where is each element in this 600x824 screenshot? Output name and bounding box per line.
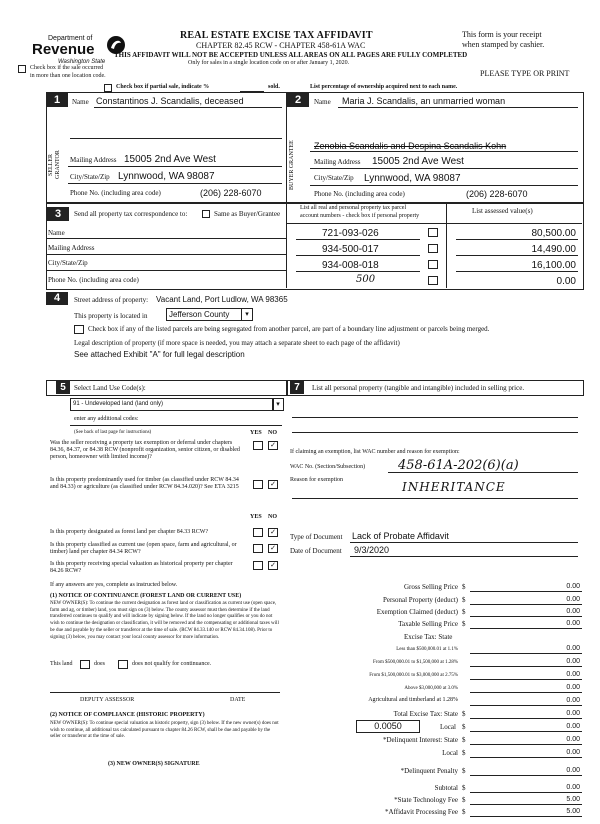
tax-local[interactable]: 0.00 — [566, 723, 580, 730]
partial-sold: sold. — [268, 84, 280, 90]
tax-value-line — [470, 653, 582, 654]
s5-date: DATE — [230, 697, 246, 703]
section-4-number: 4 — [46, 292, 68, 305]
section-2-number: 2 — [287, 93, 309, 107]
tax-delinq-local-label: Local — [442, 749, 458, 757]
partial-sale-label: Check box if partial sale, indicate % — [116, 84, 210, 90]
checkmark-icon: ✓ — [270, 480, 276, 488]
partial-sale-checkbox[interactable] — [104, 84, 112, 92]
s5-additional-label: enter any additional codes: — [74, 416, 139, 422]
tax-tier3-label: From $1,500,000.01 to $3,000,000 at 2.75% — [369, 673, 458, 678]
s1-mailing[interactable]: 15005 2nd Ave West — [124, 154, 216, 165]
s5-notice2-title: (2) NOTICE OF COMPLIANCE (HISTORIC PROPERTY) — [50, 712, 205, 718]
s3-mailing-label: Mailing Address — [48, 244, 95, 252]
tax-value-line — [470, 757, 582, 758]
s3-parcel-header-2: account numbers - check box if personal property — [300, 213, 420, 219]
s7-personal-line — [292, 432, 578, 433]
tax-taxable-label: Taxable Selling Price — [398, 620, 458, 628]
form-title: REAL ESTATE EXCISE TAX AFFIDAVIT — [180, 30, 373, 41]
parcel-personal-checkbox[interactable] — [428, 228, 438, 237]
checkmark-icon: ✓ — [270, 544, 276, 552]
tax-delinq-pen[interactable]: 0.00 — [566, 767, 580, 774]
tax-exemption-label: Exemption Claimed (deduct) — [376, 608, 458, 616]
s3-header-line — [286, 223, 582, 224]
tax-agri[interactable]: 0.00 — [566, 697, 580, 704]
s7-doc-date[interactable]: 9/3/2020 — [354, 545, 390, 555]
section-1-2-divider — [286, 92, 287, 202]
s5-this-land: This land — [50, 661, 73, 667]
s1-name-label: Name — [72, 98, 89, 106]
s1-city-label: City/State/Zip — [70, 173, 110, 181]
parcel-assessed-value[interactable]: 14,490.00 — [531, 244, 576, 255]
dollar-sign: $ — [462, 796, 466, 804]
agency-dept: Department of — [48, 35, 93, 42]
s5-yes-header: YES — [250, 430, 262, 436]
tax-gross-label: Gross Selling Price — [403, 583, 458, 591]
buyer-grantee-side: BUYER GRANTEE — [289, 140, 295, 190]
s3-same-label: Same as Buyer/Grantee — [214, 210, 281, 218]
s5-q1-yes[interactable] — [253, 441, 263, 450]
s5-land-use-select[interactable] — [70, 398, 274, 411]
tax-delinq-local[interactable]: 0.00 — [566, 749, 580, 756]
seller-grantor-side: SELLER GRANTOR — [48, 150, 61, 180]
tax-personal-label: Personal Property (deduct) — [382, 596, 458, 604]
s5-notice1-title: (1) NOTICE OF CONTINUANCE (FOREST LAND OR CURRENT USE) — [50, 593, 242, 599]
s1-mailing-label: Mailing Address — [70, 156, 117, 164]
dollar-sign: $ — [462, 583, 466, 591]
s4-legal[interactable]: See attached Exhibit "A" for full legal description — [74, 350, 245, 359]
s1-name[interactable]: Constantinos J. Scandalis, deceased — [96, 96, 244, 106]
s2-name[interactable]: Maria J. Scandalis, an unmarried woman — [342, 96, 506, 106]
s5-does: does — [94, 661, 105, 667]
s2-name-line2 — [310, 151, 578, 152]
tax-proc[interactable]: 5.00 — [566, 808, 580, 815]
pct-list-label: List percentage of ownership acquired next to each name. — [310, 84, 458, 90]
s2-phone-label: Phone No. (including area code) — [314, 190, 405, 198]
s2-phone[interactable]: (206) 228-6070 — [466, 189, 528, 199]
s5-q4-yes[interactable] — [253, 544, 263, 553]
s5-deputy: DEPUTY ASSESSOR — [80, 697, 135, 703]
tax-tier2[interactable]: 0.00 — [566, 658, 580, 665]
s7-reason-label: Reason for exemption — [290, 477, 343, 483]
tax-tier1-label: Less than $500,000.01 at 1.1% — [396, 647, 458, 652]
multi-location-line1: Check box if the sale occurred — [30, 65, 104, 71]
parcel-number[interactable]: 500 — [356, 274, 376, 285]
tax-delinq-int[interactable]: 0.00 — [566, 736, 580, 743]
dollar-sign: $ — [462, 620, 466, 628]
agency-name: Revenue — [32, 41, 95, 58]
s7-doc-type[interactable]: Lack of Probate Affidavit — [352, 531, 449, 541]
s4-street[interactable]: Vacant Land, Port Ludlow, WA 98365 — [156, 295, 288, 304]
dollar-sign: $ — [462, 808, 466, 816]
assessed-line — [456, 271, 578, 272]
tax-subtotal[interactable]: 0.00 — [566, 784, 580, 791]
s5-land-use-value: 91 - Undeveloped land (land only) — [73, 401, 164, 407]
s5-notice2-body: NEW OWNER(S): To continue special valuation as historic property, sign (3) below. If the new owner(s) does not wish to continue, all additional tax calculated pursuant to chapter 84.26 RCW, shall be due and payable by the seller or transferor at the time of sale. — [50, 721, 279, 740]
s7-reason[interactable]: INHERITANCE — [402, 480, 506, 494]
section-3-divider-a — [286, 202, 287, 288]
parcel-line — [296, 255, 420, 256]
assessed-line — [456, 255, 578, 256]
chevron-down-icon: ▾ — [245, 310, 249, 318]
s3-assessed-header: List assessed value(s) — [472, 207, 533, 215]
s2-city-line — [310, 185, 578, 186]
s7-doc-date-label: Date of Document — [290, 547, 342, 555]
s5-does-checkbox[interactable] — [80, 660, 90, 669]
s1-mailing-line — [68, 166, 282, 167]
tax-tech[interactable]: 5.00 — [566, 796, 580, 803]
tax-tier4-label: Above $3,000,000 at 3.0% — [404, 686, 458, 691]
s5-q4-no[interactable] — [268, 544, 278, 553]
s7-wac-line — [388, 472, 578, 473]
tax-agri-label: Agricultural and timberland at 1.28% — [368, 697, 458, 703]
s2-mailing[interactable]: 15005 2nd Ave West — [372, 156, 464, 167]
s5-no-header: NO — [268, 430, 277, 436]
parcel-personal-checkbox[interactable] — [428, 276, 438, 285]
please-type: PLEASE TYPE OR PRINT — [480, 69, 570, 78]
tax-value-line — [470, 628, 582, 629]
s4-located-label: This property is located in — [74, 312, 148, 320]
s5-does-not: does not qualify for continuance. — [132, 661, 212, 667]
receipt-line-2: when stamped by cashier. — [462, 40, 545, 49]
tax-tech-label: *State Technology Fee — [394, 796, 458, 804]
s1-city[interactable]: Lynnwood, WA 98087 — [118, 171, 215, 182]
s1-city-line — [68, 183, 282, 184]
assessed-line — [456, 239, 578, 240]
dollar-sign: $ — [462, 596, 466, 604]
tax-tier2-label: From $500,000.01 to $1,500,000 at 1.28% — [373, 660, 458, 665]
tax-local-label: Local — [440, 723, 456, 731]
parcel-assessed-value[interactable]: 80,500.00 — [531, 228, 576, 239]
section-7-number: 7 — [290, 381, 304, 394]
s2-name-line — [338, 107, 578, 108]
s3-name-label: Name — [48, 229, 65, 237]
s1-phone[interactable]: (206) 228-6070 — [200, 188, 262, 198]
tax-value-line — [470, 604, 582, 605]
s7-doc-type-line — [350, 542, 578, 543]
s5-additional-line — [70, 425, 282, 426]
s2-city[interactable]: Lynnwood, WA 98087 — [364, 173, 461, 184]
s5-yes-header-2: YES — [250, 514, 262, 520]
s1-phone-label: Phone No. (including area code) — [70, 189, 161, 197]
s5-does-not-checkbox[interactable] — [118, 660, 128, 669]
s7-personal-label: List all personal property (tangible and intangible) included in selling price. — [312, 384, 525, 392]
section-5-number: 5 — [56, 381, 70, 394]
tax-value-line — [470, 731, 582, 732]
dollar-sign: $ — [462, 767, 466, 775]
tax-proc-label: *Affidavit Processing Fee — [385, 808, 458, 816]
s7-reason-line — [292, 498, 578, 499]
s5-q1-no[interactable] — [268, 441, 278, 450]
parcel-number[interactable]: 934-500-017 — [322, 244, 379, 255]
s5-q5: Is this property receiving special valuation as historical property per chapter 84.26 RCW? — [50, 561, 233, 574]
parcel-line — [296, 271, 420, 272]
s3-send-label: Send all property tax correspondence to: — [74, 210, 188, 218]
tax-subtotal-label: Subtotal — [434, 784, 458, 792]
tax-value-line — [470, 804, 582, 805]
s1-name-line — [94, 107, 282, 108]
s4-boundary-text: Check box if any of the listed parcels are being segregated from another parcel, are part of a boundary line adjustment or parcels being merged. — [88, 325, 490, 333]
tax-value-line — [470, 792, 582, 793]
checkmark-icon: ✓ — [270, 441, 276, 449]
s3-parcel-header-1: List all real and personal property tax parcel — [300, 205, 407, 211]
tax-delinq-int-label: *Delinquent Interest: State — [382, 736, 458, 744]
tax-personal[interactable]: 0.00 — [566, 596, 580, 603]
dollar-sign: $ — [462, 608, 466, 616]
s5-q2-no[interactable] — [268, 480, 278, 489]
s7-doc-type-label: Type of Document — [290, 533, 343, 541]
tax-value-line — [470, 705, 582, 706]
s5-notice1-body: NEW OWNER(S): To continue the current designation as forest land or classification as current use (open space, farm and ag, or timber) land, you must sign on (3) below. The county assessor must then determine if the land transferred continues to qualify and will indicate by signing below. If the land no longer qualifies or you do not wish to continue the designation or classification, it will be removed and the compensating or additional taxes will be due and payable by the seller or transferor at the time of sale. (RCW 84.33.140 or RCW 84.34.108). Prior to signing (3) below, you may contact your local county assessor for more information. — [50, 601, 279, 640]
section-3-number: 3 — [47, 207, 69, 221]
s5-q5-yes[interactable] — [253, 561, 263, 570]
checkmark-icon: ✓ — [270, 561, 276, 569]
tax-value-line — [470, 775, 582, 776]
s4-boundary-checkbox[interactable] — [74, 325, 84, 334]
tax-delinq-pen-label: *Delinquent Penalty — [400, 767, 458, 775]
form-only-for: Only for sales in a single location code on or after January 1, 2020. — [188, 60, 350, 66]
s7-personal-line — [292, 417, 578, 418]
s2-city-label: City/State/Zip — [314, 174, 354, 182]
s7-wac[interactable]: 458-61A-202(6)(a) — [398, 458, 519, 473]
s7-exemption-label: If claiming an exemption, list WAC number and reason for exemption: — [290, 449, 460, 455]
tax-exemption[interactable]: 0.00 — [566, 608, 580, 615]
parcel-personal-checkbox[interactable] — [428, 244, 438, 253]
chevron-down-icon: ▾ — [276, 400, 280, 408]
tax-value-line — [470, 666, 582, 667]
s7-doc-date-line — [350, 556, 578, 557]
dollar-sign: $ — [462, 723, 466, 731]
s7-wac-label: WAC No. (Section/Subsection) — [290, 464, 366, 470]
tax-value-line — [470, 616, 582, 617]
s2-mailing-line — [310, 168, 578, 169]
tax-local-rate[interactable]: 0.0050 — [356, 720, 420, 733]
s2-name-2[interactable]: Zenobia Scandalis and Despina Scandalis Kohn — [314, 141, 507, 151]
tax-value-line — [470, 744, 582, 745]
section-3-divider-b — [446, 202, 447, 288]
s5-q3-no[interactable] — [268, 528, 278, 537]
s4-legal-label: Legal description of property (if more space is needed, you may attach a separate sheet to each page of the affidavit) — [74, 339, 400, 347]
tax-tier4[interactable]: 0.00 — [566, 684, 580, 691]
parcel-number[interactable]: 721-093-026 — [322, 228, 379, 239]
s5-q-note: If any answers are yes, complete as instructed below. — [50, 582, 178, 588]
s5-q5-no[interactable] — [268, 561, 278, 570]
s3-mailing-line — [46, 254, 286, 255]
dollar-sign: $ — [462, 784, 466, 792]
tax-taxable[interactable]: 0.00 — [566, 620, 580, 627]
parcel-line — [296, 239, 420, 240]
s4-street-label: Street address of property: — [74, 296, 149, 304]
tax-excise-state-label: Excise Tax: State — [404, 633, 453, 641]
s5-q4: Is this property classified as current use (open space, farm and agricultural, or timber) land per chapter 84.34 RCW? — [50, 542, 237, 555]
s5-q2: Is this property predominantly used for timber (as classified under RCW 84.34 and 84.33) or agriculture (as classified under RCW 84.34.020)? See ETA 3215 — [50, 477, 239, 490]
receipt-line-1: This form is your receipt — [462, 30, 542, 39]
s2-name-label: Name — [314, 98, 331, 106]
s5-q1: Was the seller receiving a property tax exemption or deferral under chapters 84.36, 84.37, or 84.38 RCW (nonprofit organization, senior citizen, or disabled person, homeowner with limited income)? — [50, 440, 240, 460]
s3-name-line — [46, 238, 286, 239]
s5-q3: Is this property designated as forest land per chapter 84.33 RCW? — [50, 529, 209, 535]
tax-total-state[interactable]: 0.00 — [566, 710, 580, 717]
s5-no-header-2: NO — [268, 514, 277, 520]
parcel-assessed-value[interactable]: 0.00 — [556, 276, 576, 287]
tax-value-line — [470, 816, 582, 817]
multi-location-line2: in more than one location code. — [30, 73, 106, 79]
tax-gross[interactable]: 0.00 — [566, 583, 580, 590]
dollar-sign: $ — [462, 710, 466, 718]
s3-same-checkbox[interactable] — [202, 210, 210, 218]
s5-land-use-dropdown[interactable] — [272, 398, 284, 411]
s4-county-select[interactable] — [166, 308, 242, 321]
parcel-personal-checkbox[interactable] — [428, 260, 438, 269]
tax-value-line — [470, 692, 582, 693]
parcel-number[interactable]: 934-008-018 — [322, 260, 379, 271]
s5-land-use-label: Select Land Use Code(s): — [74, 384, 146, 392]
tax-value-line — [470, 591, 582, 592]
s3-city-label: City/State/Zip — [48, 259, 88, 267]
s5-see-back: (See back of last page for instructions) — [74, 430, 152, 435]
multi-location-checkbox[interactable] — [18, 65, 26, 73]
parcel-assessed-value[interactable]: 16,100.00 — [531, 260, 576, 271]
section-1-number: 1 — [46, 93, 68, 107]
s5-q2-yes[interactable] — [253, 480, 263, 489]
s3-city-line — [46, 270, 286, 271]
tax-tier1[interactable]: 0.00 — [566, 645, 580, 652]
tax-total-state-label: Total Excise Tax: State — [393, 710, 458, 718]
s5-q3-yes[interactable] — [253, 528, 263, 537]
s2-mailing-label: Mailing Address — [314, 158, 361, 166]
tax-value-line — [470, 718, 582, 719]
tax-value-line — [470, 679, 582, 680]
s5-deputy-line — [50, 692, 280, 693]
s4-county-dropdown-button[interactable] — [241, 308, 253, 321]
s5-new-owner-sig: (3) NEW OWNER(S) SIGNATURE — [108, 761, 200, 767]
dollar-sign: $ — [462, 736, 466, 744]
form-warning: THIS AFFIDAVIT WILL NOT BE ACCEPTED UNLESS ALL AREAS ON ALL PAGES ARE FULLY COMPLETED — [114, 51, 468, 59]
agency-state: Washington State — [58, 59, 106, 65]
tax-tier3[interactable]: 0.00 — [566, 671, 580, 678]
checkmark-icon: ✓ — [270, 528, 276, 536]
s1-name-line2 — [70, 138, 282, 139]
s3-phone-label: Phone No. (including area code) — [48, 276, 139, 284]
form-chapter: CHAPTER 82.45 RCW - CHAPTER 458-61A WAC — [196, 41, 366, 50]
s4-county: Jefferson County — [169, 310, 230, 319]
dollar-sign: $ — [462, 749, 466, 757]
